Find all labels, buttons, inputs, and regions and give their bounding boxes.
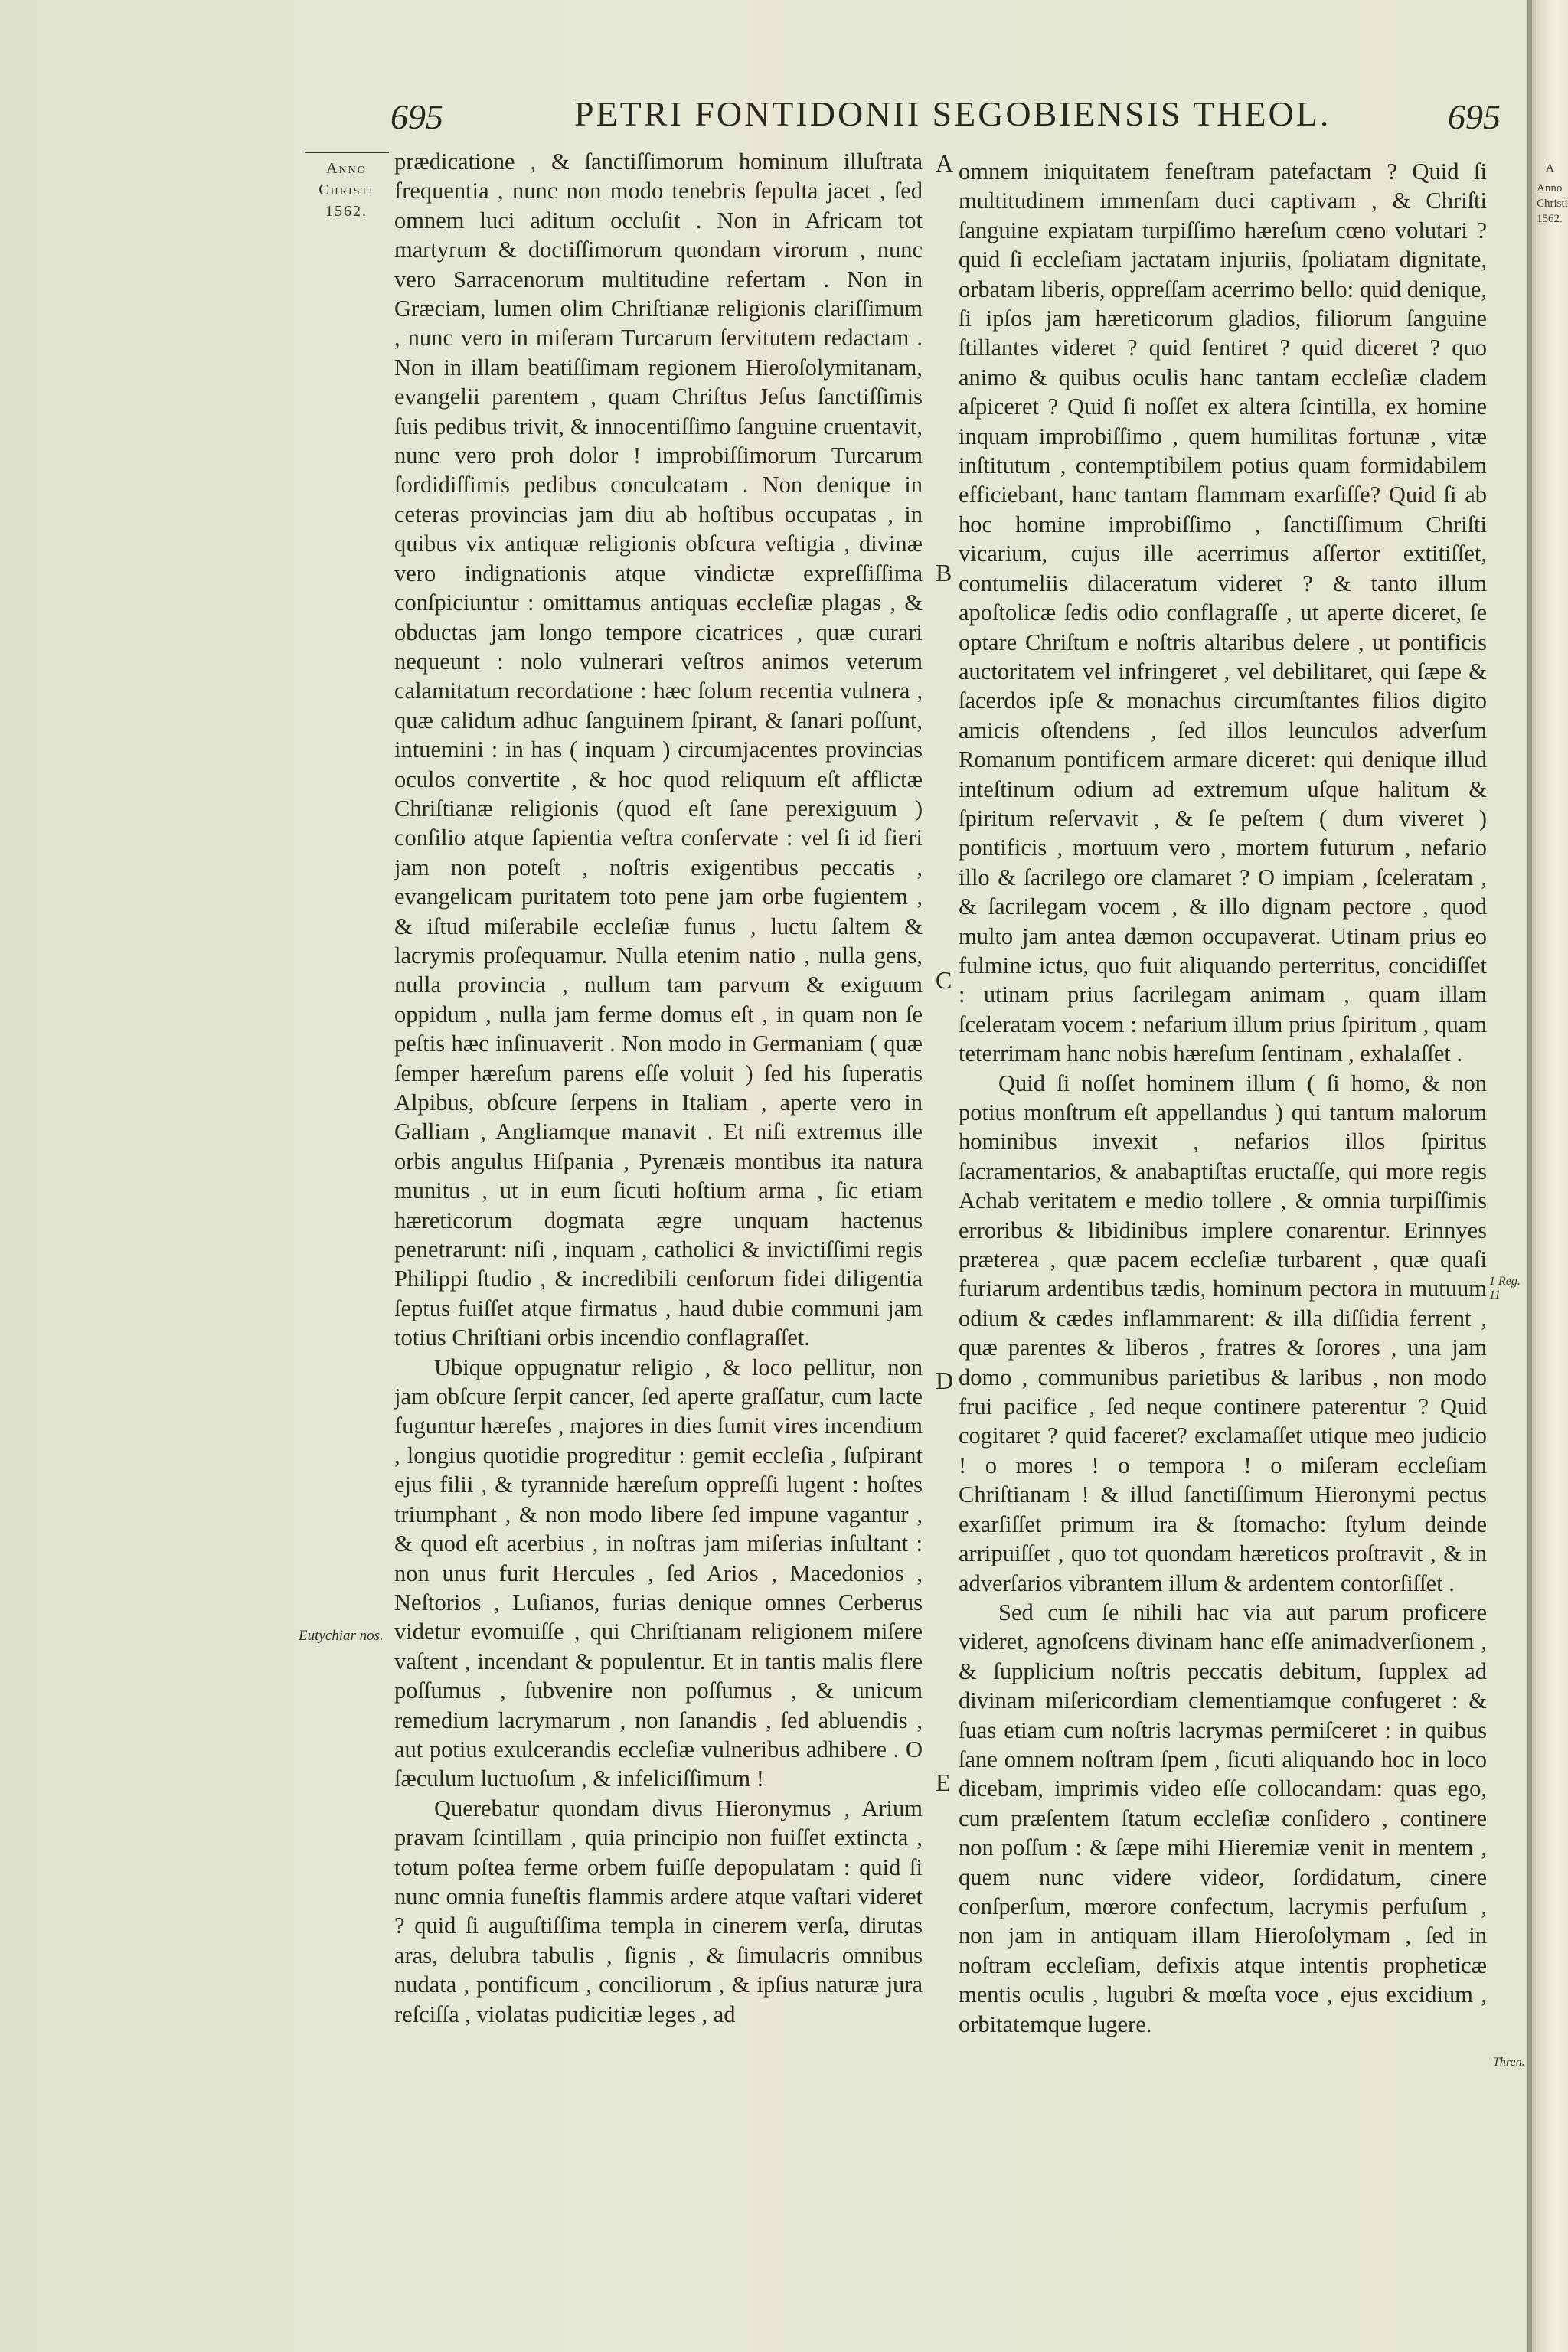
gutter-christi: Christi: [1537, 198, 1568, 210]
right-paragraph-1: omnem iniquitatem feneſtram patefactam ? Quid ſi multitudinem immenſam duci captivam , & Chriſti ſanguine expiatam turpiſſimo hæreſum cœno volutari ? quid ſi eccleſiam jactatam injuriis, ſpoliatam dignitate, orbatam liberis, oppreſſam acerrimo bello: quid denique, ſi ipſos jam hæreticorum gladios, filiorum ſanguine ſtillantes videret ? quid ſentiret ? quid diceret ? quo animo & quibus oculis hanc tantam eccleſiæ cladem aſpiceret ? Quid ſi noſſet ex altera ſcintilla, ex homine inquam improbiſſimo , quem humilitas fortunæ , vitæ inſtitutum , contemptibilem potius quam formidabilem efficiebant, hanc tantam flammam exarſiſſe? Quid ſi ab hoc homine improbiſſimo , ſanctiſſimum Chriſti vicarium, cujus ille acerrimus aſſertor extitiſſet, contumeliis dilaceratum videret ? & tanto illum apoſtolicæ ſedis odio conflagraſſe , ut aperte diceret, ſe optare Chriſtum e noſtris altaribus delere , ut pontificis auctoritatem vel infringeret , vel debilitaret, qui ſæpe & ſacerdos ipſe & monachus circumſtantes filios digito amicis oſtendens , ſed illos leunculos adverſum Romanum pontificem armare diceret: qui denique illud inteſtinum odium ad extremum uſque halitum & ſpiritum reſervavit , & ſe peſtem ( dum viveret ) pontificis , mortuum vero , mortem futurum , nefario illo & ſacrilego ore clamaret ? O impiam , ſceleratam , & ſacrilegam vocem , & illo dignam pectore , quod multo jam antea dæmon occupaverat. Utinam prius eo fulmine ictus, quo fuit aliquando perterritus, concidiſſet : utinam prius ſacrilegam animam , quam illam ſceleratam vocem : nefarium illum prius ſpiritum , quam teterrimam hanc nobis hæreſum ſentinam , exhalaſſet .: [959, 158, 1487, 1067]
margin-christi: Christi: [318, 181, 374, 198]
margin-year-note: [299, 152, 394, 222]
gutter-anno: Anno: [1537, 182, 1563, 194]
left-paragraph-1: prædicatione , & ſanctiſſimorum hominum illuſtrata frequentia , nunc non modo tenebris ſepulta jacet , ſed omnem luci aditum occluſit . Non in Africam tot martyrum & doctiſſimorum quondam virorum , nunc vero Sarracenorum multitudine refertam . Non in Græciam, lumen olim Chriſtianæ religionis clariſſimum , nunc vero in miſeram Turcarum ſervitutem redactam . Non in illam beatiſſimam regionem Hieroſolymitanam, evangelii parentem , quam Chriſtus Jeſus ſanctiſſimis ſuis pedibus trivit, & innocentiſſimo ſanguine cruentavit, nunc vero proh dolor ! improbiſſimorum Turcarum ſordidiſſimis pedibus conculcatam . Non denique in ceteras provincias jam diu ab hoſtibus occupatas , in quibus vix antiquæ religionis obſcura veſtigia , divinæ vero indignationis atque vindictæ expreſſiſſima conſpiciuntur : omittamus antiquas eccleſiæ plagas , & obductas jam longo tempore cicatrices , quæ curari nequeunt : nolo vulnerari veſtros animos veterum calamitatum recordatione : hæc ſolum recentia vulnera , quæ calidum adhuc ſanguinem ſpirant, & ſanari poſſunt, intuemini : in has ( inquam ) circumjacentes provincias oculos convertite , & hoc quod reliquum eſt afflictæ Chriſtianæ religionis (quod eſt ſane perexiguum ) conſilio atque ſapientia veſtra conſervate : vel ſi id fieri jam non poteſt , noſtris exigentibus peccatis , evangelicam puritatem toto pene jam orbe fugientem , & iſtud miſerabile eccleſiæ funus , luctu ſaltem & lacrymis proſequamur. Nulla etenim natio , nulla gens, nulla provincia , nullum tam parvum & exiguum oppidum , nulla jam ferme domus eſt , in quam non ſe peſtis hæc inſinuaverit . Non modo in Germaniam ( quæ ſemper hæreſum parens eſſe voluit ) ſed his ſuperatis Alpibus, obſcure ſerpens in Italiam , aperte vero in Galliam , Angliamque manavit . Et niſi extremus ille orbis angulus Hiſpania , Pyrenæis montibus ita natura munitus , ut in eum ſicuti hoſtium arma , ſic etiam hæreticorum dogmata ægre unquam hactenus penetrarunt: niſi , inquam , catholici & invictiſſimi regis Philippi ſtudio , & incredibili cenſorum fidei diligentia ſeptus fuiſſet atque firmatus , haud dubie communi jam totius Chriſtiani orbis incendio conflagraſſet.: [394, 149, 923, 1351]
section-letter-e: E: [936, 1769, 951, 1796]
gutter-letter-a: A: [1546, 162, 1554, 175]
gutter-year: 1562.: [1537, 213, 1563, 225]
section-letter-d: D: [936, 1367, 954, 1394]
section-letter-a: A: [936, 149, 954, 177]
margin-note-reg: 1 Reg. 11: [1489, 1275, 1521, 1302]
facing-page-edge: [1527, 0, 1568, 2352]
right-paragraph-2: Quid ſi noſſet hominem illum ( ſi homo, & non potius monſtrum eſt appellandus ) qui tantum malorum hominibus invexit , nefarios illos ſpiritus ſacramentarios, & anabaptiſtas eructaſſe, qui more regis Achab veritatem e medio tollere , & omnia turpiſſimis erroribus & libidinibus implere conarentur. Erinnyes præterea , quæ pacem eccleſiæ turbarent , quæ quaſi furiarum ardentibus tædis, hominum pectora in mutuum odium & cædes inflammarent: & illa diſſidia ferrent , quæ parentes & liberos , fratres & ſorores , una jam domo , communibus parietibus & laribus , non modo frui pacifice , ſed neque continere paterentur ? Quid cogitaret ? quid faceret? exclamaſſet utique meo judicio ! o mores ! o tempora ! o miſeram eccleſiam Chriſtianam ! & illud ſanctiſſimum Hieronymi pectus exarſiſſet primum ira & ſtomacho: ſtylum deinde arripuiſſet , quo tot quondam hæreticos proſtravit , & in adverſarios vibrantem illum & ardentem contorſiſſet .: [959, 1070, 1487, 1596]
running-title: PETRI FONTIDONII SEGOBIENSIS THEOL.: [574, 94, 1331, 133]
left-paragraph-2: Ubique oppugnatur religio , & loco pellitur, non jam obſcure ſerpit cancer, ſed aperte graſſatur, cum lacte fuguntur hæreſes , majores in dies ſumit vires incendium , longius quotidie progreditur : gemit eccleſia , ſuſpirant ejus filii , & tyrannide hæreſum oppreſſi lugent : hoſtes triumphant , & non modo libere ſed impune vagantur , & quod eſt acerbius , in noſtras jam miſerias inſultant : non unus furit Hercules , ſed Arios , Macedonios , Neſtorios , Luſianos, furias denique omnes Cerberus videtur evomuiſſe , qui Chriſtianam religionem miſere vaſtent , incendant & populentur. Et in tantis malis flere poſſumus , ſubvenire non poſſumus , & unicum remedium lacrymarum , non ſanandis , ſed abluendis , aut potius exulcerandis eccleſiæ vulneribus adhibere . O ſæculum luctuoſum , & infeliciſſimum !: [394, 1354, 923, 1792]
margin-rule: [305, 152, 389, 153]
section-letter-b: B: [936, 559, 952, 586]
section-letter-c: C: [936, 966, 952, 994]
margin-year: 1562.: [325, 203, 368, 220]
page-number-left: 695: [390, 97, 443, 136]
left-column: [394, 147, 923, 2029]
margin-note-eutychiar: Eutychiar nos.: [299, 1628, 384, 1644]
left-paragraph-3: Querebatur quondam divus Hieronymus , Arium pravam ſcintillam , quia principio non fuiſſet extincta , totum poſtea ferme orbem fuiſſe depopulatam : quid ſi nunc omnia funeſtis flammis ardere atque vaſtari videret ? quid ſi auguſtiſſima templa in cinerem verſa, dirutas aras, delubra tabulis , ſignis , & ſimulacris omnibus nudata , pontificum , conciliorum , & ipſius naturæ jura reſciſſa , violatas pudicitiæ leges , ad: [394, 1795, 923, 2027]
page-number-right: 695: [1448, 97, 1501, 136]
right-column: [959, 157, 1487, 2039]
right-paragraph-3: Sed cum ſe nihili hac via aut parum proficere videret, agnoſcens divinam hanc eſſe animadverſionem , & ſupplicium noſtris peccatis debitum, ſupplex ad divinam miſericordiam clementiamque confugeret : & ſuas etiam cum noſtris lacrymas permiſceret : in quibus ſane omnem noſtram ſpem , ſicuti aliquando hoc in loco dicebam, imprimis video eſſe collocandam: quas ego, cum præſentem ſtatum eccleſiæ conſidero , continere non poſſum : & ſæpe mihi Hieremiæ venit in mentem , quem nunc videre videor, ſordidatum, cinere conſperſum, mœrore confectum, lacrymis perfuſum , non jam in antiquam illam Hieroſolymam , ſed in noſtram eccleſiam, defixis atque intentis propheticæ mentis oculis , lugubri & mœſta voce , ejus excidium , orbitatemque lugere.: [959, 1599, 1487, 2037]
margin-anno: Anno: [326, 160, 367, 177]
margin-note-thren: Thren.: [1493, 2056, 1525, 2069]
running-header: [390, 93, 1501, 147]
binding-edge: [1527, 0, 1532, 2352]
